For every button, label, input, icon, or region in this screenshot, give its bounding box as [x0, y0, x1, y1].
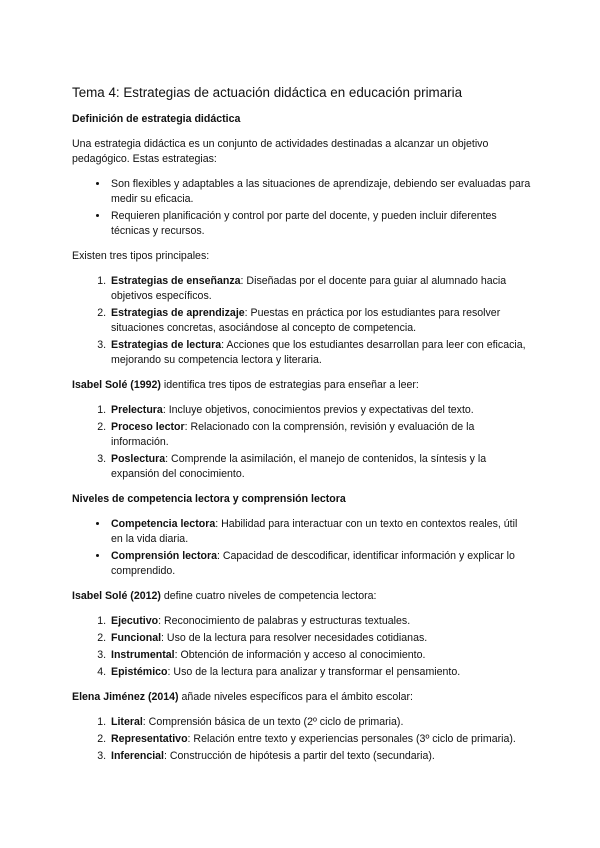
term: Funcional: [111, 632, 162, 644]
competence-levels-list: [72, 614, 532, 680]
paragraph-text: identifica tres tipos de estrategias para enseñar a leer:: [160, 379, 419, 391]
document-page: [72, 84, 532, 774]
paragraph-text: añade niveles específicos para el ámbito escolar:: [178, 691, 413, 703]
term: Estrategias de lectura: [111, 339, 222, 351]
term: Proceso lector: [111, 421, 185, 433]
list-item: [109, 715, 532, 730]
list-item: [109, 274, 532, 304]
list-item: [109, 648, 532, 663]
types-intro-paragraph: Existen tres tipos principales:: [72, 250, 210, 262]
school-levels-list: [72, 715, 532, 764]
term: Estrategias de aprendizaje: [111, 307, 245, 319]
list-item: [109, 614, 532, 629]
strategy-types-list: [72, 274, 532, 368]
term: Ejecutivo: [111, 615, 159, 627]
term: Epistémico: [111, 666, 168, 678]
term: Prelectura: [111, 404, 163, 416]
term: Instrumental: [111, 649, 175, 661]
description: : Comprensión básica de un texto (2º ciclo de primaria).: [142, 716, 404, 728]
definition-bullet-list: [72, 177, 532, 239]
description: : Comprende la asimilación, el manejo de contenidos, la síntesis y la expansión del conocimiento.: [111, 453, 487, 480]
definition-paragraph: Una estrategia didáctica es un conjunto de actividades destinadas a alcanzar un objetivo pedagógico. Estas estrategias:: [72, 138, 489, 165]
author-name: Isabel Solé (2012): [72, 590, 161, 602]
sole-1992-paragraph: [72, 378, 532, 393]
section-heading-definition: Definición de estrategia didáctica: [72, 113, 241, 125]
sole-2012-paragraph: [72, 589, 532, 604]
description: : Obtención de información y acceso al conocimiento.: [174, 649, 426, 661]
list-item: [109, 665, 532, 680]
term: Representativo: [111, 733, 188, 745]
author-name: Elena Jiménez (2014): [72, 691, 179, 703]
description: : Construcción de hipótesis a partir del texto (secundaria).: [164, 750, 435, 762]
term: Competencia lectora: [111, 518, 216, 530]
description: : Puestas en práctica por los estudiantes para resolver situaciones concretas, asociándose al concepto de competencia.: [111, 307, 501, 334]
list-item: [109, 403, 532, 418]
description: : Uso de la lectura para analizar y transformar el pensamiento.: [167, 666, 461, 678]
list-item: [109, 420, 532, 450]
paragraph-text: define cuatro niveles de competencia lectora:: [160, 590, 377, 602]
term: Literal: [111, 716, 143, 728]
competence-bullet-list: [72, 517, 532, 579]
term: Inferencial: [111, 750, 164, 762]
author-name: Isabel Solé (1992): [72, 379, 161, 391]
description: : Habilidad para interactuar con un texto en contextos reales, útil en la vida diaria.: [111, 518, 518, 545]
description: : Relación entre texto y experiencias personales (3º ciclo de primaria).: [187, 733, 516, 745]
list-item: [109, 549, 532, 579]
jimenez-2014-paragraph: [72, 690, 532, 705]
list-item: [109, 452, 532, 482]
reading-strategies-list: [72, 403, 532, 482]
list-item: [109, 306, 532, 336]
description: : Diseñadas por el docente para guiar al alumnado hacia objetivos específicos.: [111, 275, 507, 302]
description: : Incluye objetivos, conocimientos previos y expectativas del texto.: [162, 404, 474, 416]
description: : Reconocimiento de palabras y estructuras textuales.: [158, 615, 411, 627]
list-item: [109, 517, 532, 547]
list-item: [109, 338, 532, 368]
term: Poslectura: [111, 453, 166, 465]
document-title: Tema 4: Estrategias de actuación didáctica en educación primaria: [72, 85, 463, 100]
description: : Relacionado con la comprensión, revisión y evaluación de la información.: [111, 421, 475, 448]
list-item: • Requieren planificación y control por parte del docente, y pueden incluir diferentes técnicas y recursos.: [109, 209, 532, 239]
list-item: [109, 631, 532, 646]
description: : Uso de la lectura para resolver necesidades cotidianas.: [161, 632, 428, 644]
description: : Acciones que los estudiantes desarrollan para leer con eficacia, mejorando su competencia lectora y literaria.: [111, 339, 526, 366]
list-item: [109, 749, 532, 764]
section-heading-levels: Niveles de competencia lectora y comprensión lectora: [72, 493, 346, 505]
list-item: [109, 732, 532, 747]
description: : Capacidad de descodificar, identificar información y explicar lo comprendido.: [111, 550, 515, 577]
term: Comprensión lectora: [111, 550, 217, 562]
list-item: • Son flexibles y adaptables a las situaciones de aprendizaje, debiendo ser evaluadas para medir su eficacia.: [109, 177, 532, 207]
term: Estrategias de enseñanza: [111, 275, 241, 287]
